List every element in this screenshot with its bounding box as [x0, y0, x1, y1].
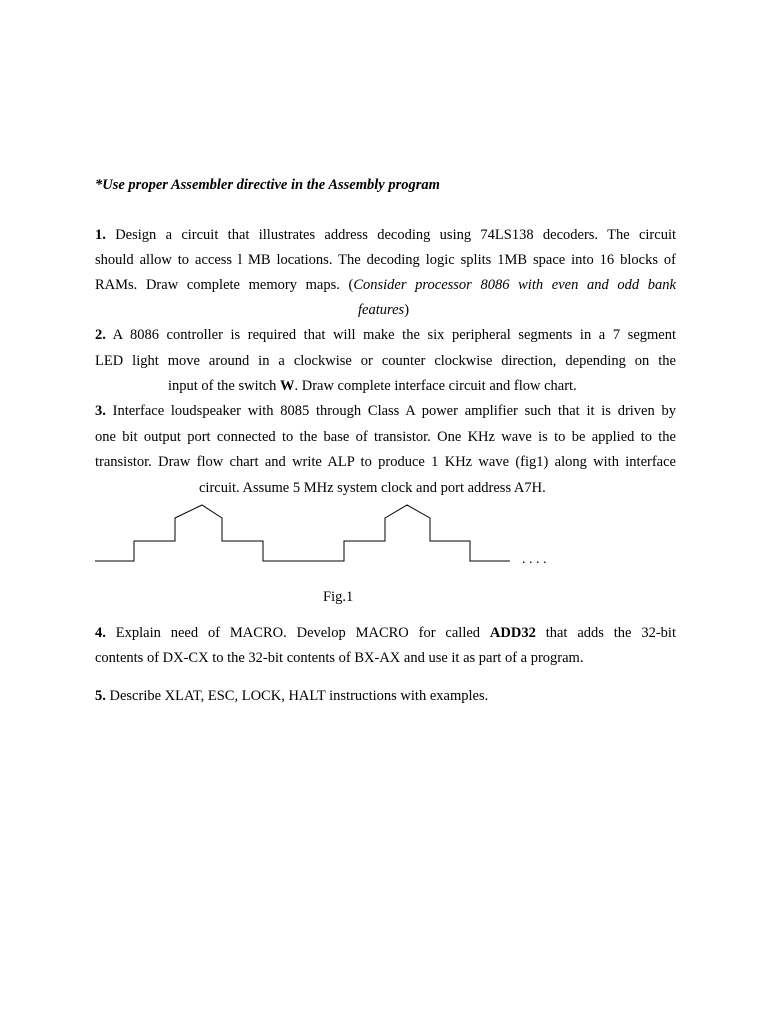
- question-5-text-1: Describe XLAT, ESC, LOCK, HALT instructions with examples.: [109, 688, 489, 704]
- question-4-number: 4.: [95, 625, 106, 641]
- question-2-number: 2.: [95, 327, 106, 343]
- question-1-line-2: should allow to access l MB locations. The decoding logic splits 1MB space into 16 blocks of: [95, 252, 676, 268]
- question-1-line-3: [95, 277, 676, 294]
- waveform-figure: [92, 500, 582, 572]
- question-3-text-1: Interface loudspeaker with 8085 through Class A power amplifier such that it is driven by: [112, 403, 677, 419]
- question-3-line-2: one bit output port connected to the base of transistor. One KHz wave is to be applied to the: [95, 429, 676, 445]
- question-4-text-1c: that adds the 32-bit: [535, 625, 676, 641]
- question-1-text-3b: Consider processor 8086 with even and odd bank: [353, 277, 676, 293]
- question-2-line-1: [95, 327, 676, 344]
- waveform-line: [95, 505, 510, 561]
- waveform-continuation: . . . .: [522, 552, 547, 567]
- question-4-macro-name: ADD32: [489, 625, 536, 641]
- question-1-text-4b: ): [404, 302, 410, 318]
- question-5-number: 5.: [95, 688, 106, 704]
- question-3-line-4: circuit. Assume 5 MHz system clock and port address A7H.: [199, 480, 546, 496]
- question-4-text-1a: Explain need of MACRO. Develop MACRO for called: [115, 625, 490, 641]
- question-3-line-1: [95, 403, 676, 420]
- question-5-line-1: [95, 688, 488, 705]
- question-2-text-3a: input of the switch: [168, 378, 280, 394]
- assembler-note: *Use proper Assembler directive in the Assembly program: [95, 177, 440, 193]
- question-2-line-2: LED light move around in a clockwise or counter clockwise direction, depending on the: [95, 353, 676, 369]
- question-3-number: 3.: [95, 403, 106, 419]
- question-1-line-1: [95, 227, 676, 244]
- question-2-text-3c: . Draw complete interface circuit and flow chart.: [294, 378, 577, 394]
- question-4-line-2: contents of DX-CX to the 32-bit contents of BX-AX and use it as part of a program.: [95, 650, 584, 666]
- question-4-line-1: [95, 625, 676, 642]
- question-1-text-4a: features: [358, 302, 405, 318]
- question-1-line-4: [358, 302, 409, 319]
- question-2-switch-w: W: [279, 378, 295, 394]
- question-2-line-3: [168, 378, 577, 395]
- question-1-text-1: Design a circuit that illustrates address decoding using 74LS138 decoders. The circuit: [115, 227, 676, 243]
- question-2-text-1: A 8086 controller is required that will make the six peripheral segments in a 7 segment: [112, 327, 676, 343]
- question-3-line-3: transistor. Draw flow chart and write ALP to produce 1 KHz wave (fig1) along with interface: [95, 454, 676, 470]
- question-1-number: 1.: [95, 227, 106, 243]
- figure-caption: Fig.1: [323, 589, 354, 605]
- question-1-text-3a: RAMs. Draw complete memory maps. (: [95, 277, 354, 293]
